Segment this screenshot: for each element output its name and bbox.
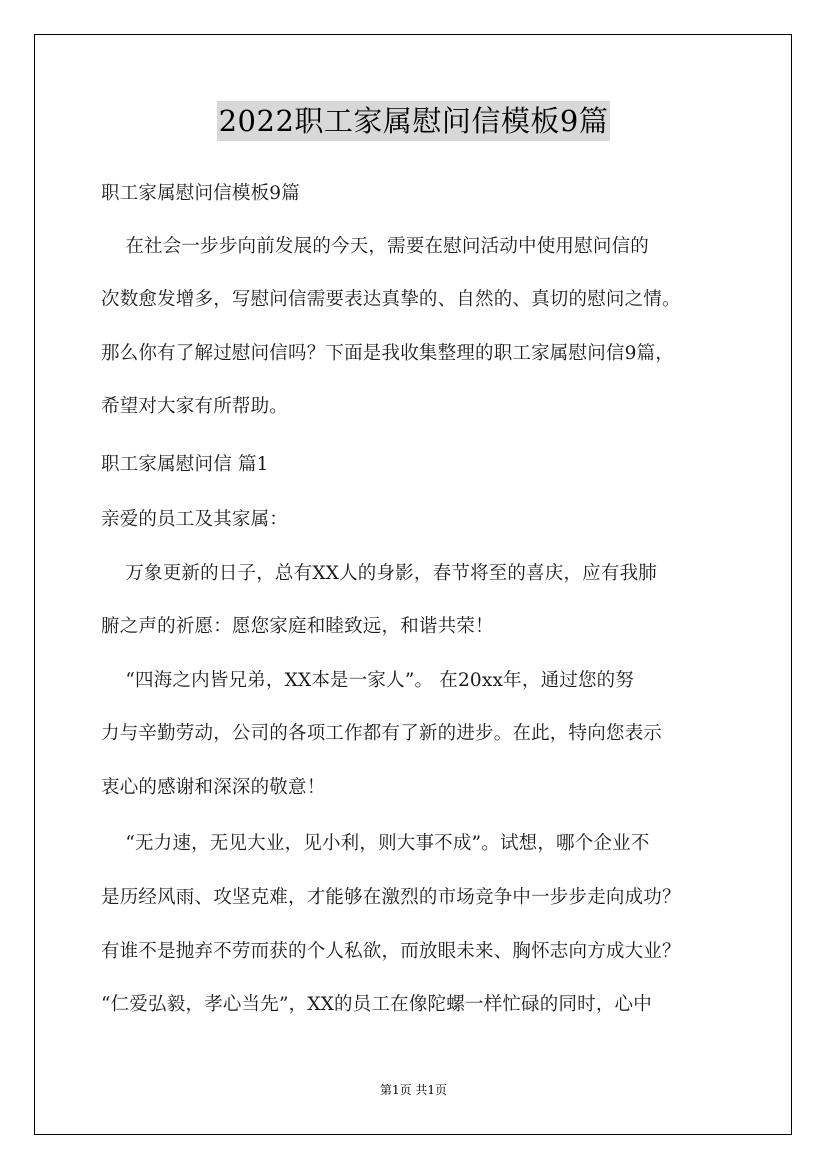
text-line: “仁爱弘毅，孝心当先”，XX的员工在像陀螺一样忙碌的同时，心中 [101, 994, 652, 1015]
text-line: “四海之内皆兄弟，XX本是一家人”。 在20xx年，通过您的努 [101, 670, 635, 691]
section-heading: 职工家属慰问信 篇1 [101, 454, 269, 475]
text-line: 在社会一步步向前发展的今天，需要在慰问活动中使用慰问信的 [101, 236, 649, 257]
text-line: 衷心的感谢和深深的敬意！ [101, 777, 326, 798]
text-line: 万象更新的日子，总有XX人的身影，春节将至的喜庆，应有我肺 [101, 563, 657, 584]
text-line: “无力速，无见大业，见小利，则大事不成”。试想，哪个企业不 [101, 833, 650, 854]
salutation-line: 亲爱的员工及其家属： [101, 509, 289, 530]
document-title: 2022职工家属慰问信模板9篇 [217, 101, 611, 141]
text-line: 是历经风雨、攻坚克难，才能够在激烈的市场竞争中一步步走向成功？ [101, 887, 681, 908]
page-footer: 第1页 共1页 [379, 1083, 448, 1097]
text-line: 那么你有了解过慰问信吗？下面是我收集整理的职工家属慰问信9篇， [101, 343, 674, 364]
text-line: 腑之声的祈愿：愿您家庭和睦致远，和谐共荣！ [101, 616, 494, 637]
text-line: 次数愈发增多，写慰问信需要表达真挚的、自然的、真切的慰问之情。 [101, 289, 681, 310]
subtitle-line: 职工家属慰问信模板9篇 [101, 183, 300, 204]
text-line: 希望对大家有所帮助。 [101, 396, 289, 417]
title-container [0, 101, 827, 141]
text-line: 有谁不是抛弃不劳而获的个人私欲，而放眼未来、胸怀志向方成大业？ [101, 941, 681, 962]
text-line: 力与辛勤劳动，公司的各项工作都有了新的进步。在此，特向您表示 [101, 723, 663, 744]
